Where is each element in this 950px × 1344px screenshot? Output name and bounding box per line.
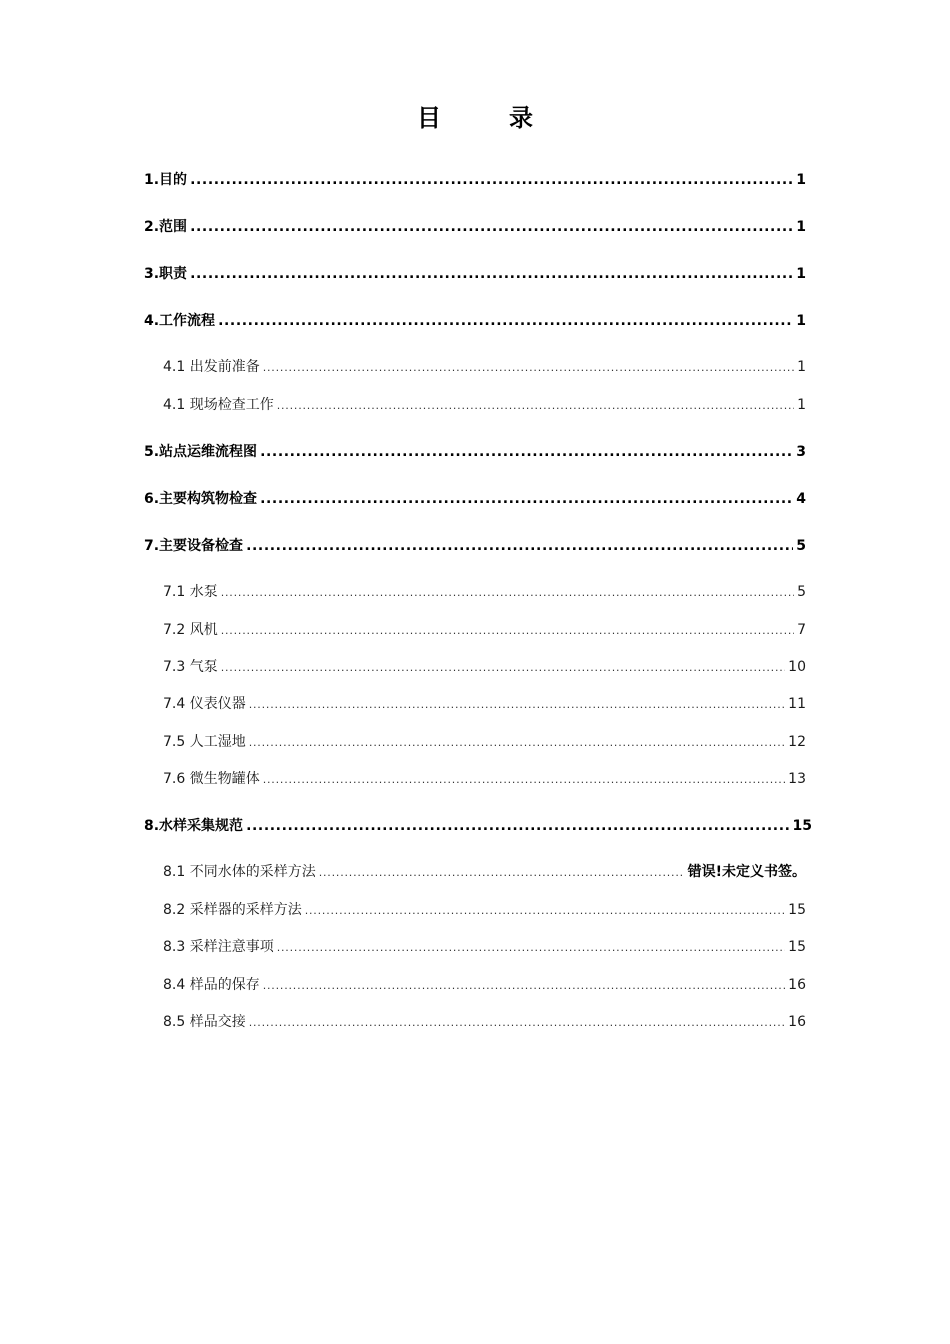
toc-page-number: 1 [797,359,806,375]
toc-page-number: 10 [788,659,806,675]
toc-page-number: 1 [796,313,806,329]
toc-entry-label: 8.4 样品的保存 [163,977,260,993]
toc-page-number: 1 [796,266,806,282]
toc-entry-label: 8.5 样品交接 [163,1014,246,1030]
toc-entry-6[interactable] [144,489,806,509]
toc-entry-7-3[interactable] [163,657,806,678]
toc-entry-label: 8.2 采样器的采样方法 [163,902,302,918]
dot-leader [249,733,785,753]
toc-entry-label: 7.6 微生物罐体 [163,771,260,787]
toc-page-number: 1 [796,172,806,188]
toc-entry-1[interactable] [144,170,806,190]
dot-leader [249,695,785,715]
toc-page-number: 15 [792,818,812,834]
dot-leader [221,658,785,678]
dot-leader [246,816,789,836]
toc-entry-label: 7.2 风机 [163,622,218,638]
toc-entry-8-4[interactable] [163,975,806,996]
page-title: 目 录 [417,104,555,132]
toc-entry-4[interactable] [144,311,806,331]
toc-page-number: 4 [796,491,806,507]
toc-entry-4-1b[interactable] [163,395,806,416]
toc-entry-label: 8.3 采样注意事项 [163,939,274,955]
toc-entry-label: 2.范围 [144,219,188,235]
dot-leader [263,770,785,790]
toc-entry-7-6[interactable] [163,769,806,790]
toc-page-number: 3 [796,444,806,460]
toc-entry-7[interactable] [144,536,806,556]
toc-entry-label: 8.水样采集规范 [144,818,244,834]
toc-page-number: 12 [788,734,806,750]
toc-page-number: 5 [797,584,806,600]
toc-entry-label: 7.4 仪表仪器 [163,696,246,712]
toc-error-reference: 错误!未定义书签。 [687,864,806,880]
dot-leader [221,583,794,603]
toc-entry-7-4[interactable] [163,694,806,715]
dot-leader [190,264,793,284]
toc-entry-label: 3.职责 [144,266,188,282]
toc-page-number: 1 [796,219,806,235]
dot-leader [221,621,794,641]
toc-entry-8-5[interactable] [163,1012,806,1033]
toc-page-number: 13 [788,771,806,787]
dot-leader [190,217,793,237]
toc-entry-label: 4.1 现场检查工作 [163,397,274,413]
toc-entry-label: 7.3 气泵 [163,659,218,675]
dot-leader [218,311,793,331]
toc-entry-7-5[interactable] [163,732,806,753]
toc-page-number: 11 [788,696,806,712]
toc-entry-label: 7.1 水泵 [163,584,218,600]
toc-page-number: 7 [797,622,806,638]
dot-leader [260,489,793,509]
dot-leader [260,442,793,462]
toc-entry-8-1[interactable] [163,862,806,883]
toc-entry-5[interactable] [144,442,806,462]
dot-leader [305,901,785,921]
toc-entry-7-2[interactable] [163,620,806,641]
toc-page-number: 15 [788,902,806,918]
toc-page-number: 5 [796,538,806,554]
dot-leader [263,358,794,378]
dot-leader [190,170,793,190]
dot-leader [249,1013,785,1033]
dot-leader [277,396,794,416]
toc-entry-3[interactable] [144,264,806,284]
toc-entry-label: 7.主要设备检查 [144,538,244,554]
toc-entry-8-3[interactable] [163,937,806,958]
toc-entry-7-1[interactable] [163,582,806,603]
toc-entry-4-1[interactable] [163,357,806,378]
dot-leader [277,938,785,958]
toc-page-number: 16 [788,977,806,993]
toc-entry-label: 6.主要构筑物检查 [144,491,258,507]
toc-entry-label: 4.工作流程 [144,313,216,329]
toc-entry-8[interactable] [144,816,812,836]
dot-leader [319,863,685,883]
toc-page-number: 16 [788,1014,806,1030]
toc-entry-8-2[interactable] [163,900,806,921]
toc-entry-2[interactable] [144,217,806,237]
dot-leader [263,976,785,996]
toc-entry-label: 7.5 人工湿地 [163,734,246,750]
toc-entry-label: 4.1 出发前准备 [163,359,260,375]
toc-entry-label: 8.1 不同水体的采样方法 [163,864,316,880]
toc-entry-label: 1.目的 [144,172,188,188]
toc-page-number: 1 [797,397,806,413]
toc-entry-label: 5.站点运维流程图 [144,444,258,460]
toc-page-number: 15 [788,939,806,955]
dot-leader [246,536,793,556]
